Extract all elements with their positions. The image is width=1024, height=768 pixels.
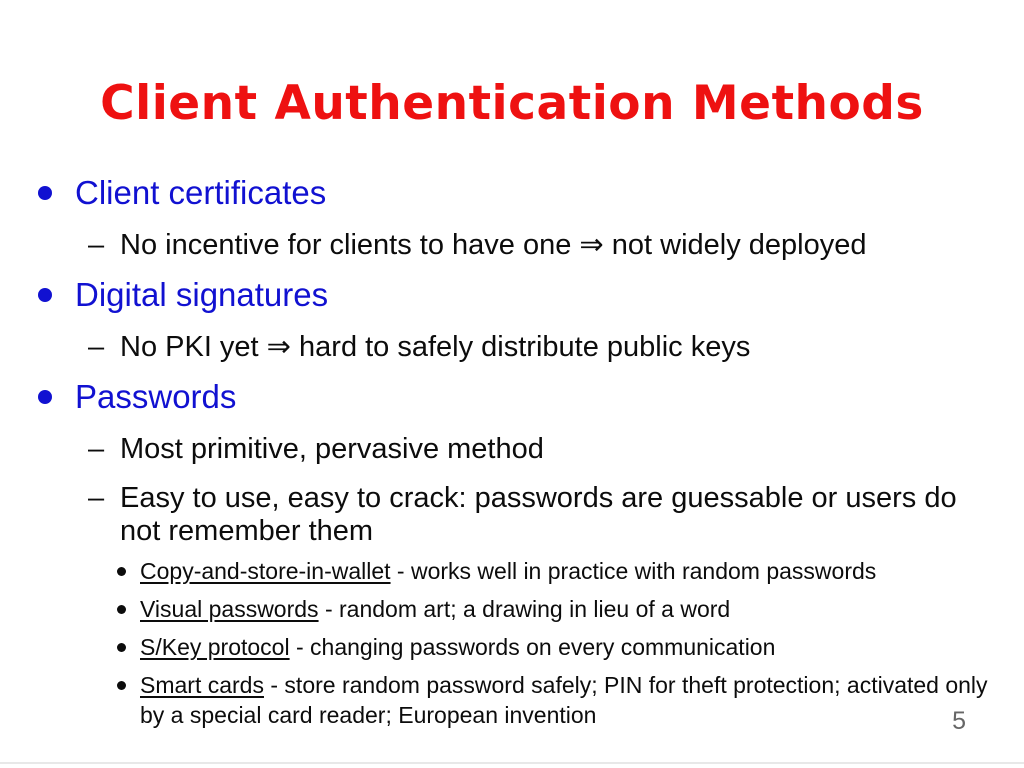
slide-body [0, 170, 1024, 730]
bullet-dot-icon [117, 681, 126, 690]
underlined-term: Copy-and-store-in-wallet [140, 558, 391, 584]
bullet-dot-icon [38, 288, 52, 302]
underlined-term: Smart cards [140, 672, 264, 698]
dash-bullet-icon: – [88, 482, 105, 514]
bullet-text: No PKI yet ⇒ hard to safely distribute public keys [120, 331, 751, 363]
bullet-text: Easy to use, easy to crack: passwords are guessable or users do not remember them [120, 482, 957, 547]
bullet-item-level1 [0, 274, 1024, 315]
bullet-item-level1 [0, 172, 1024, 213]
bullet-dot-icon [117, 605, 126, 614]
bullet-item-level2 [0, 331, 1024, 364]
dash-bullet-icon: – [88, 229, 105, 261]
slide-bottom-border [0, 762, 1024, 764]
bullet-text: No incentive for clients to have one ⇒ not widely deployed [120, 229, 867, 261]
bullet-item-level3 [0, 632, 1024, 662]
bullet-item-level2 [0, 482, 1024, 548]
bullet-item-level3 [0, 670, 1024, 730]
bullet-text: Digital signatures [75, 276, 329, 313]
bullet-dot-icon [38, 186, 52, 200]
bullet-item-level2 [0, 433, 1024, 466]
bullet-text: - works well in practice with random passwords [390, 558, 877, 584]
dash-bullet-icon: – [88, 331, 105, 363]
bullet-dot-icon [38, 390, 52, 404]
underlined-term: Visual passwords [140, 596, 319, 622]
bullet-item-level2 [0, 229, 1024, 262]
bullet-text: - store random password safely; PIN for theft protection; activated only by a special card reader; European invention [140, 672, 988, 728]
underlined-term: S/Key protocol [140, 634, 290, 660]
bullet-text: Most primitive, pervasive method [120, 433, 544, 465]
bullet-item-level3 [0, 556, 1024, 586]
slide-title: Client Authentication Methods [100, 76, 924, 131]
bullet-text: Client certificates [75, 174, 327, 211]
bullet-item-level1 [0, 376, 1024, 417]
bullet-text: - random art; a drawing in lieu of a word [318, 596, 731, 622]
bullet-text: Passwords [75, 378, 237, 415]
dash-bullet-icon: – [88, 433, 105, 465]
bullet-item-level3 [0, 594, 1024, 624]
bullet-dot-icon [117, 567, 126, 576]
bullet-dot-icon [117, 643, 126, 652]
bullet-text: - changing passwords on every communication [289, 634, 776, 660]
page-number: 5 [952, 707, 966, 735]
